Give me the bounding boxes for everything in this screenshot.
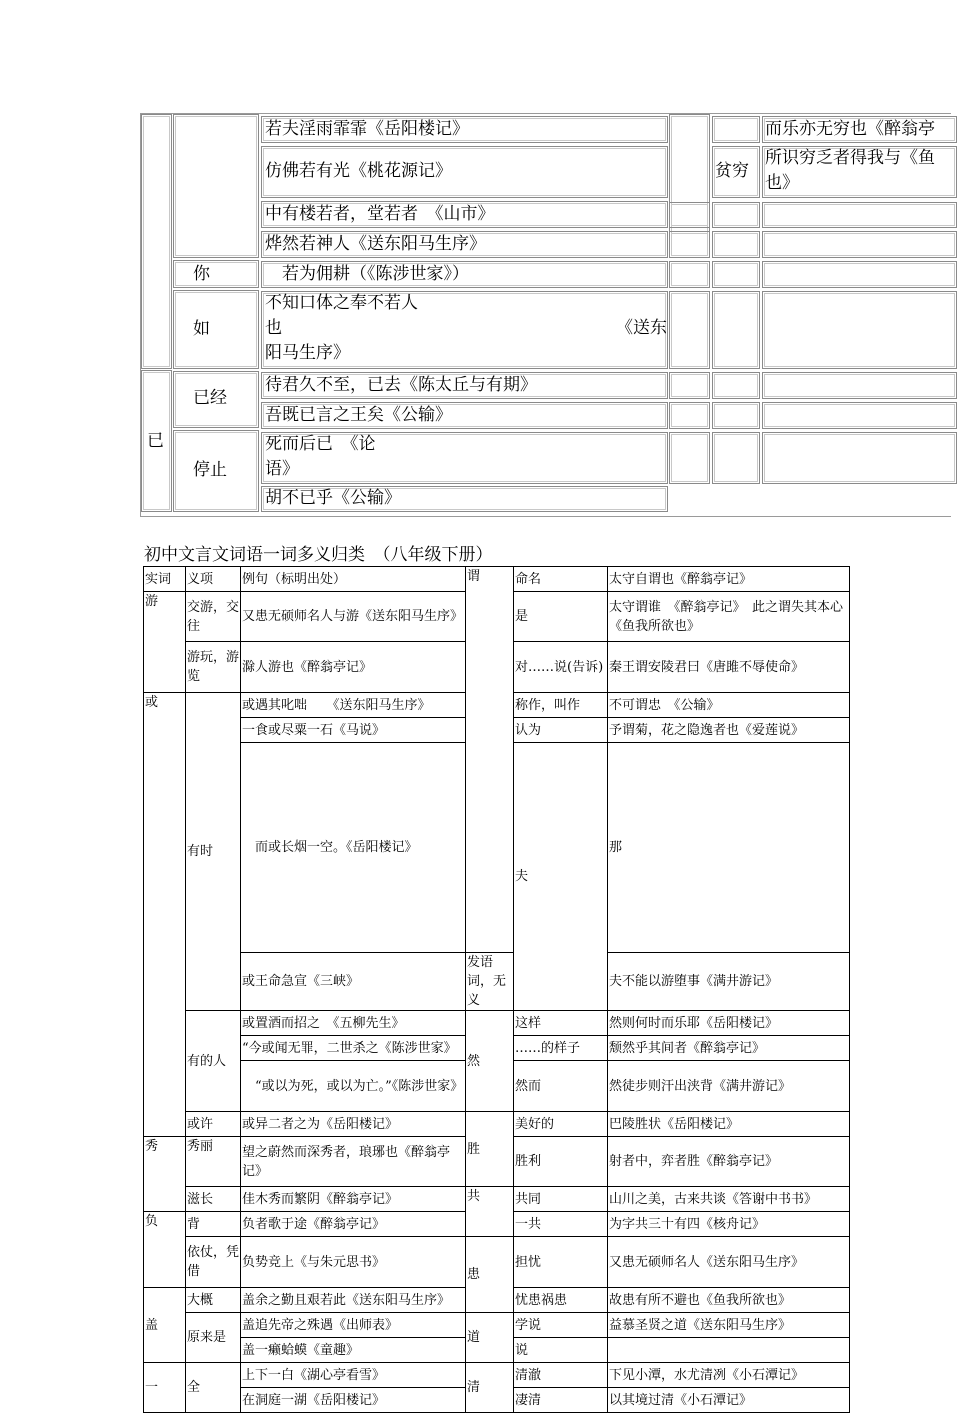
right-example-cell bbox=[762, 402, 957, 429]
example-ruo-1: 若夫淫雨霏霏《岳阳楼记》 bbox=[265, 119, 469, 139]
meaning-cell: ……的样子 bbox=[514, 1036, 608, 1061]
right-example-cell bbox=[762, 202, 957, 228]
example-tingzhi-line1: 死而后已 《论 bbox=[265, 434, 376, 454]
char-cell: 或 bbox=[144, 693, 186, 1137]
right-char-cell bbox=[669, 402, 710, 429]
right-char-cell bbox=[669, 202, 710, 228]
right-char-cell bbox=[669, 291, 710, 369]
example-ni: 若为佣耕（《陈涉世家》） bbox=[265, 264, 469, 284]
example-cell: 一食或尽粟一石《马说》 bbox=[241, 718, 466, 743]
example-cell: 不可谓忠 《公输》 bbox=[608, 693, 850, 718]
right-example-1: 而乐亦无穷也《醉翁亭 bbox=[765, 119, 935, 139]
example-ruo-4: 烨然若神人《送东阳马生序》 bbox=[265, 234, 486, 254]
example-yijing-2: 吾既已言之王矣《公输》 bbox=[265, 405, 452, 425]
right-meaning-cell bbox=[712, 372, 760, 399]
example-ru-line1: 不知口体之奉不若人 bbox=[265, 293, 418, 313]
table-row bbox=[144, 953, 850, 1011]
table-row bbox=[144, 1187, 850, 1212]
example-cell: “或以为死，或以为亡。”《陈涉世家》 bbox=[241, 1061, 466, 1112]
example-cell: 巴陵胜状《岳阳楼记》 bbox=[608, 1112, 850, 1137]
char-cell: 然 bbox=[466, 1011, 514, 1112]
example-cell: 益慕圣贤之道《送东阳马生序》 bbox=[608, 1313, 850, 1338]
meaning-cell: 全 bbox=[186, 1363, 241, 1413]
char-cell: 患 bbox=[466, 1237, 514, 1313]
example-cell: 颓然乎其间者《醉翁亭记》 bbox=[608, 1036, 850, 1061]
example-cell: 或王命急宣《三峡》 bbox=[241, 953, 466, 1011]
right-example-cell bbox=[762, 231, 957, 258]
meaning-cell: 这样 bbox=[514, 1011, 608, 1036]
example-cell: 予谓菊，花之隐逸者也《爱莲说》 bbox=[608, 718, 850, 743]
right-example-cell bbox=[762, 372, 957, 399]
right-char-cell bbox=[669, 261, 710, 288]
example-cell: “今或闻无罪，二世杀之《陈涉世家》 bbox=[241, 1036, 466, 1061]
meaning-cell: 秀丽 bbox=[186, 1137, 241, 1187]
right-char-cell bbox=[669, 372, 710, 399]
top-table-fragment bbox=[140, 113, 951, 517]
char-cell: 秀 bbox=[144, 1137, 186, 1212]
example-cell: 或置酒而招之 《五柳先生》 bbox=[241, 1011, 466, 1036]
meaning-cell: 有时 bbox=[186, 693, 241, 1011]
example-cell: 山川之美，古来共谈《答谢中书书》 bbox=[608, 1187, 850, 1212]
example-cell: 下见小潭，水尤清冽《小石潭记》 bbox=[608, 1363, 850, 1388]
example-cell: 而或长烟一空。《岳阳楼记》 bbox=[241, 743, 466, 953]
meaning-cell: 学说 bbox=[514, 1313, 608, 1338]
example-cell: 然徒步则汗出浃背《满井游记》 bbox=[608, 1061, 850, 1112]
example-cell: 负者歌于途《醉翁亭记》 bbox=[241, 1212, 466, 1237]
meaning-cell: 对……说(告诉) bbox=[514, 642, 608, 693]
char-cell: 共 bbox=[466, 1187, 514, 1237]
example-cell: 故患有所不避也《鱼我所欲也》 bbox=[608, 1288, 850, 1313]
example-tingzhi-line2: 语》 bbox=[265, 459, 299, 479]
meaning-cell: 美好的 bbox=[514, 1112, 608, 1137]
cell-meaning-ni bbox=[173, 260, 259, 288]
meaning-cell: 那 bbox=[608, 743, 850, 953]
meaning-cell: 依仗，凭借 bbox=[186, 1237, 241, 1288]
meaning-cell: 或许 bbox=[186, 1112, 241, 1137]
example-cell: 或遇其叱咄 《送东阳马生序》 bbox=[241, 693, 466, 718]
meaning-cell: 说 bbox=[514, 1338, 608, 1363]
example-cell: 盖一癞蛤蟆《童趣》 bbox=[241, 1338, 466, 1363]
example-cell: 在洞庭一湖《岳阳楼记》 bbox=[241, 1388, 466, 1413]
meaning-cell: 交游，交往 bbox=[186, 592, 241, 642]
right-meaning-cell bbox=[712, 116, 760, 143]
example-ru-line3: 阳马生序》 bbox=[265, 343, 350, 363]
meaning-cell: 清澈 bbox=[514, 1363, 608, 1388]
right-meaning-cell bbox=[712, 432, 760, 484]
meaning-cell: 发语词，无义 bbox=[466, 953, 514, 1011]
right-example-cell bbox=[762, 261, 957, 288]
meaning-cell: 共同 bbox=[514, 1187, 608, 1212]
table-row bbox=[144, 567, 850, 592]
table-row bbox=[144, 1363, 850, 1388]
table-caption: 初中文言文词语一词多义归类 （八年级下册） bbox=[144, 545, 493, 565]
example-cell: 又患无硕师名人与游《送东阳马生序》 bbox=[241, 592, 466, 642]
meaning-cell: 忧患祸患 bbox=[514, 1288, 608, 1313]
polysemy-table bbox=[143, 566, 857, 1413]
table-row bbox=[144, 1237, 850, 1288]
example-cell: 滁人游也《醉翁亭记》 bbox=[241, 642, 466, 693]
char-cell: 盖 bbox=[144, 1288, 186, 1363]
right-example-cell bbox=[762, 291, 957, 369]
right-char-cell bbox=[669, 231, 710, 258]
meaning-cell: 是 bbox=[514, 592, 608, 642]
example-cell: 盖余之勤且艰若此《送东阳马生序》 bbox=[241, 1288, 466, 1313]
header-cell: 例句（标明出处） bbox=[241, 567, 466, 592]
example-ru-line2b: 《送东 bbox=[616, 318, 667, 338]
example-cell: 负势竞上《与朱元思书》 bbox=[241, 1237, 466, 1288]
meaning-cell: 背 bbox=[186, 1212, 241, 1237]
example-cell: 射者中，弈者胜《醉翁亭记》 bbox=[608, 1137, 850, 1187]
example-cell: 然则何时而乐耶《岳阳楼记》 bbox=[608, 1011, 850, 1036]
meaning-pinqiong: 贫穷 bbox=[715, 161, 749, 181]
meaning-cell: 有的人 bbox=[186, 1011, 241, 1112]
right-char-cell bbox=[669, 432, 710, 484]
example-cell: 盖追先帝之殊遇《出师表》 bbox=[241, 1313, 466, 1338]
right-example-2a: 所识穷乏者得我与《鱼 bbox=[765, 148, 935, 168]
meaning-cell: 胜利 bbox=[514, 1137, 608, 1187]
cell-char-ruo bbox=[141, 114, 172, 369]
char-cell: 道 bbox=[466, 1313, 514, 1363]
right-meaning-cell bbox=[712, 402, 760, 429]
right-meaning-cell bbox=[712, 202, 760, 228]
example-cell: 为字共三十有四《核舟记》 bbox=[608, 1212, 850, 1237]
example-cell: 望之蔚然而深秀者，琅琊也《醉翁亭记》 bbox=[241, 1137, 466, 1187]
meaning-yijing: 已经 bbox=[193, 388, 227, 408]
example-ruo-3: 中有楼若者，堂若者 《山市》 bbox=[265, 204, 495, 224]
example-cell: 又患无硕师名人《送东阳马生序》 bbox=[608, 1237, 850, 1288]
meaning-cell: 称作，叫作 bbox=[514, 693, 608, 718]
meaning-cell: 凄清 bbox=[514, 1388, 608, 1413]
char-cell: 夫 bbox=[514, 743, 608, 1011]
example-cell: 上下一白《湖心亭看雪》 bbox=[241, 1363, 466, 1388]
example-cell: 以其境过清《小石潭记》 bbox=[608, 1388, 850, 1413]
char-cell: 负 bbox=[144, 1212, 186, 1288]
right-meaning-cell bbox=[712, 261, 760, 288]
meaning-cell: 原来是 bbox=[186, 1313, 241, 1363]
right-example-cell bbox=[762, 432, 957, 484]
example-cell: 或异二者之为《岳阳楼记》 bbox=[241, 1112, 466, 1137]
meaning-cell: 认为 bbox=[514, 718, 608, 743]
example-tingzhi-2: 胡不已乎《公输》 bbox=[265, 488, 401, 508]
meaning-cell: 一共 bbox=[514, 1212, 608, 1237]
char-cell: 一 bbox=[144, 1363, 186, 1413]
meaning-ni: 你 bbox=[193, 264, 210, 284]
cell-meaning-blank bbox=[173, 114, 259, 258]
meaning-cell: 担忧 bbox=[514, 1237, 608, 1288]
table-row bbox=[144, 1112, 850, 1137]
right-meaning-cell bbox=[712, 231, 760, 258]
example-cell: 佳木秀而繁阴《醉翁亭记》 bbox=[241, 1187, 466, 1212]
meaning-cell: 然而 bbox=[514, 1061, 608, 1112]
example-ru-line2: 也 bbox=[265, 318, 282, 338]
right-example-2b: 也》 bbox=[765, 173, 799, 193]
meaning-cell: 大概 bbox=[186, 1288, 241, 1313]
meaning-cell: 滋长 bbox=[186, 1187, 241, 1212]
meaning-ru: 如 bbox=[193, 319, 210, 339]
meaning-tingzhi: 停止 bbox=[193, 460, 227, 480]
right-meaning-cell bbox=[712, 291, 760, 369]
meaning-cell: 游玩，游览 bbox=[186, 642, 241, 693]
example-ruo-2: 仿佛若有光《桃花源记》 bbox=[265, 161, 452, 181]
example-cell: 太守谓谁 《醉翁亭记》 此之谓失其本心 《鱼我所欲也》 bbox=[608, 592, 850, 642]
example-cell bbox=[608, 1338, 850, 1363]
char-yi: 已 bbox=[147, 431, 164, 451]
header-cell: 实词 bbox=[144, 567, 186, 592]
table-row bbox=[144, 1011, 850, 1036]
char-cell: 游 bbox=[144, 592, 186, 693]
table-row bbox=[144, 1313, 850, 1338]
cell-meaning-ru bbox=[173, 290, 259, 369]
example-yijing-1: 待君久不至，已去《陈太丘与有期》 bbox=[265, 375, 537, 395]
char-cell: 谓 bbox=[466, 567, 514, 953]
header-cell: 义项 bbox=[186, 567, 241, 592]
meaning-cell: 命名 bbox=[514, 567, 608, 592]
char-cell: 胜 bbox=[466, 1112, 514, 1187]
example-cell: 秦王谓安陵君曰《唐雎不辱使命》 bbox=[608, 642, 850, 693]
example-cell: 夫不能以游堕事《满井游记》 bbox=[608, 953, 850, 1011]
example-cell: 太守自谓也《醉翁亭记》 bbox=[608, 567, 850, 592]
char-cell: 清 bbox=[466, 1363, 514, 1413]
